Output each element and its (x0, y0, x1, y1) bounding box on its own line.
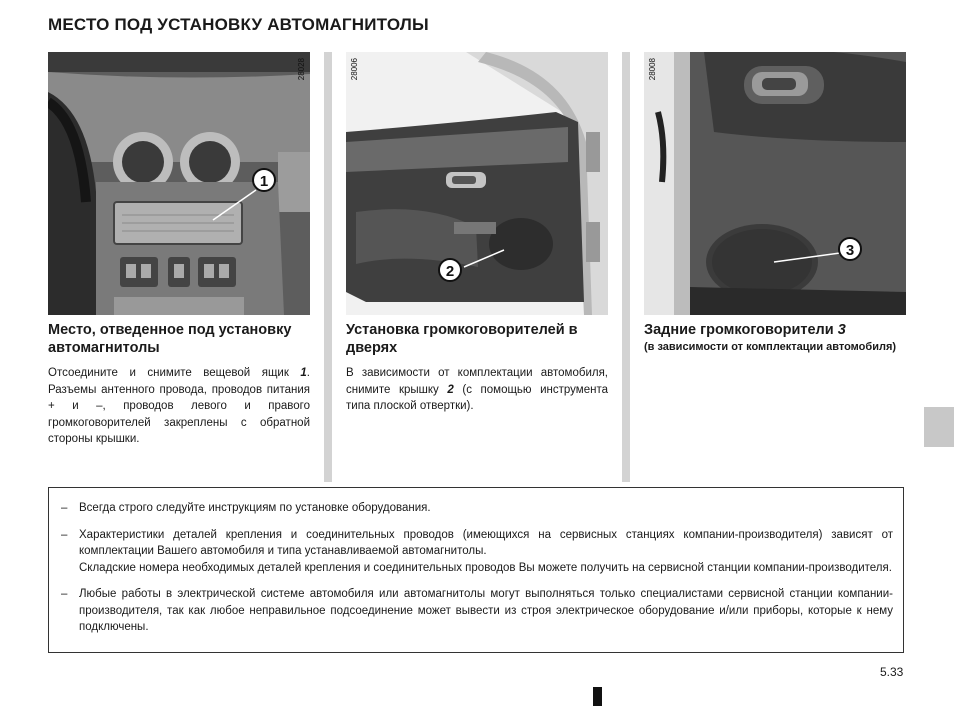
section-subtitle-rear-speakers: (в зависимости от комплектации автомобиля) (644, 341, 897, 353)
section-title-door-speakers: Установка громкоговорителей в дверях (346, 322, 578, 356)
notes-box (48, 487, 904, 653)
note-marker: – (61, 588, 68, 600)
note-text: Всегда строго следуйте инструкциям по установке оборудования. (79, 502, 431, 514)
note-item (61, 527, 893, 577)
callout-1: 1 (259, 173, 269, 190)
print-edge-mark (593, 687, 602, 706)
column-radio-location (48, 52, 310, 448)
section-title-radio-location: Место, отведенное под установку автомагнитолы (48, 322, 292, 356)
figure-code: 28008 (648, 58, 657, 81)
note-item (61, 500, 893, 517)
note-marker: – (61, 528, 68, 541)
section-text-door-speakers: В зависимости от комплектации автомобиля, снимите крышку 2 (с помощью инструмента типа плоской отвертки). (346, 367, 608, 412)
page-number: 5.33 (880, 665, 904, 679)
column-door-speakers (346, 52, 608, 415)
column-rear-speakers (644, 52, 906, 354)
page-title: МЕСТО ПОД УСТАНОВКУ АВТОМАГНИТОЛЫ (48, 15, 429, 34)
rear-door-photo (644, 52, 906, 315)
callout-2: 2 (445, 263, 455, 280)
front-door-photo (346, 52, 608, 315)
column-divider (622, 52, 630, 482)
figure-code: 28028 (297, 58, 306, 81)
column-divider (324, 52, 332, 482)
note-text: Характеристики деталей крепления и соединительных проводов (имеющихся на сервисных станциях компании-производителя) зависят от комплектации Вашего автомобиля и типа устанавливаемой автомагнитолы. Складские номера необходимых деталей крепления и соединительных проводов Вы можете получить на сервисной станции компании-производителя. (79, 528, 893, 574)
section-text-radio-location: Отсоедините и снимите вещевой ящик 1. Разъемы антенного провода, проводов питания + и –, проводов левого и правого громкоговорителей закреплены с обратной стороны крышки. (48, 367, 310, 445)
note-text: Любые работы в электрической системе автомобиля или автомагнитолы могут выполняться только специалистами сервисной станции компании-производителя, так как любое неправильное подсоединение может вывести из строя электрическое оборудование и/или приборы, которые к нему подключены. (79, 588, 893, 633)
note-item (61, 586, 893, 636)
figure-code: 28006 (350, 58, 359, 81)
note-marker: – (61, 502, 68, 514)
dashboard-photo (48, 52, 310, 315)
section-title-rear-speakers: Задние громкоговорители 3 (644, 322, 846, 338)
chapter-tab (924, 407, 954, 447)
callout-3: 3 (845, 242, 855, 259)
